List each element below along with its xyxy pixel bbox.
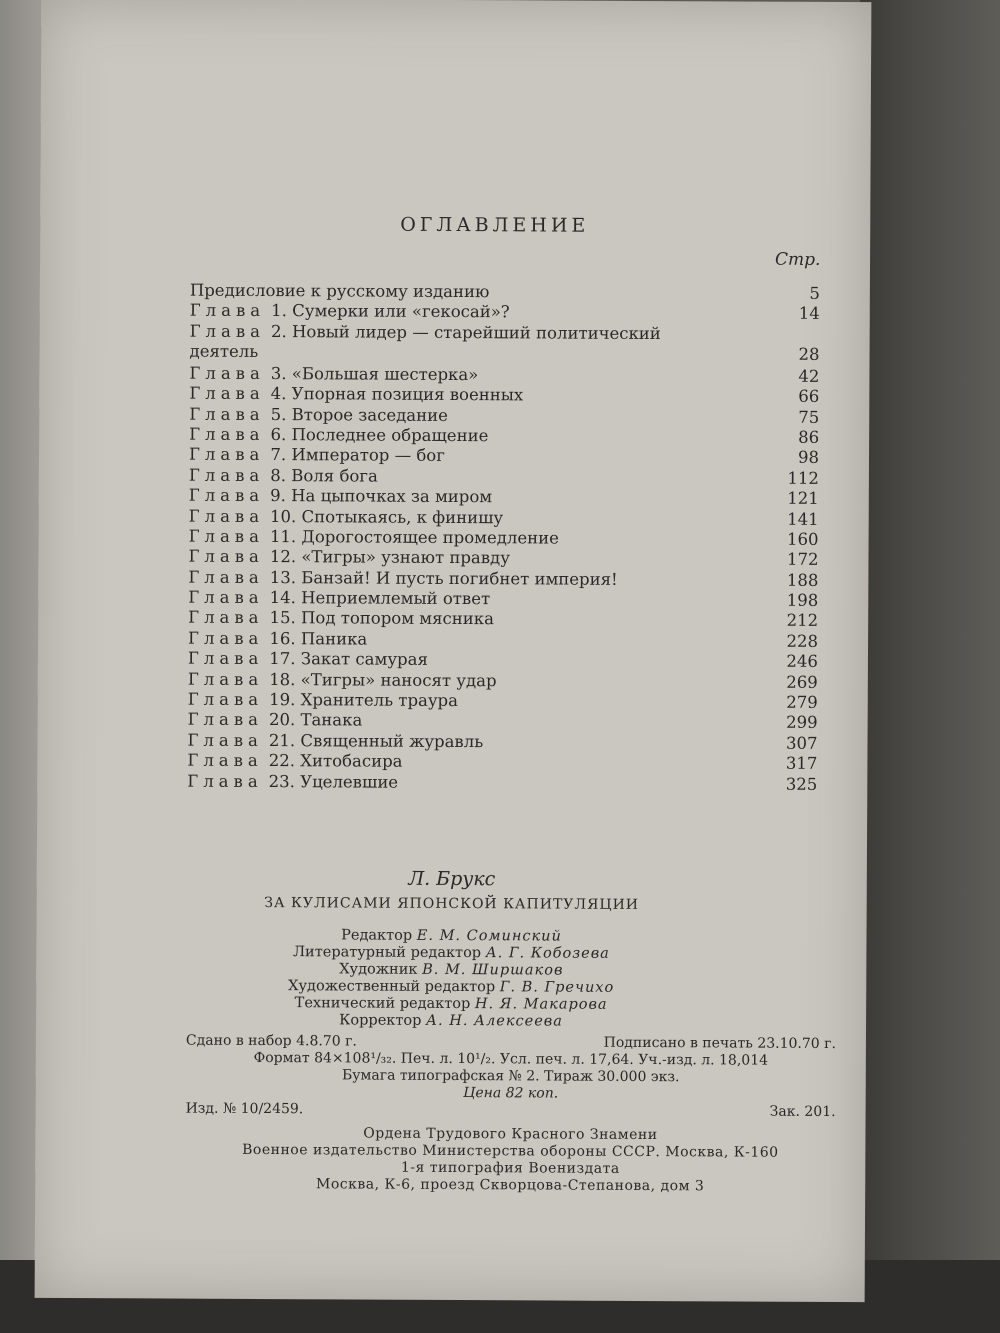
chapter-label: Глава <box>189 363 265 383</box>
chapter-title: 4. Упорная позиция военных <box>270 384 524 405</box>
format-line: Формат 84×108¹/₃₂. Печ. л. 10¹/₂. Усл. печ. л. 17,64. Уч.-изд. л. 18,014 <box>253 1049 769 1069</box>
signed-date: Подписано в печать 23.10.70 г. <box>603 1034 836 1053</box>
page-number: 299 <box>786 713 818 733</box>
page-number: 14 <box>798 304 820 324</box>
chapter-title: 3. «Большая шестерка» <box>270 363 479 384</box>
credit-person: Е. М. Соминский <box>416 927 562 945</box>
chapter-title: 14. Неприемлемый ответ <box>269 588 491 609</box>
author-name: Л. Брукс <box>408 867 496 891</box>
page-number: 172 <box>786 550 819 570</box>
chapter-title: 22. Хитобасира <box>268 751 403 771</box>
book-title: ЗА КУЛИСАМИ ЯПОНСКОЙ КАПИТУЛЯЦИИ <box>264 895 640 913</box>
order-number: Зак. 201. <box>769 1103 836 1121</box>
paper-line: Бумага типографская № 2. Тираж 30.000 экз. <box>341 1067 680 1086</box>
chapter-title: 9. На цыпочках за миром <box>270 486 493 507</box>
credits-list <box>36 926 867 1032</box>
chapter-label: Глава <box>188 444 265 465</box>
page-number: 246 <box>786 651 818 672</box>
credit-role: Редактор <box>341 927 413 944</box>
page-number: 269 <box>786 672 818 692</box>
chapter-title: 15. Под топором мясника <box>269 608 495 629</box>
chapter-title: 17. Закат самурая <box>269 649 428 670</box>
page-number: 98 <box>797 448 820 468</box>
credit-role: Корректор <box>339 1012 422 1029</box>
page-number: 212 <box>786 611 819 631</box>
page-number: 228 <box>786 631 819 651</box>
credit-role: Художественный редактор <box>288 978 496 996</box>
credit-role: Технический редактор <box>294 995 471 1013</box>
edition-number: Изд. № 10/2459. <box>185 1100 304 1118</box>
chapter-title: 1. Сумерки или «гекосай»? <box>271 301 510 322</box>
chapter-title: 19. Хранитель траура <box>269 690 459 711</box>
chapter-label: Глава <box>189 301 266 321</box>
credit-line <box>36 1011 866 1032</box>
publisher-line: Москва, К-6, проезд Скворцова-Степанова, дом 3 <box>316 1176 705 1195</box>
imprint-block <box>186 1033 836 1121</box>
chapter-title: 16. Паника <box>269 628 368 649</box>
chapter-label: Глава <box>187 750 263 771</box>
page-number: 198 <box>786 590 819 610</box>
chapter-title: 10. Спотыкаясь, к финишу <box>270 506 504 527</box>
chapter-label: Глава <box>188 567 264 587</box>
chapter-label: Глава <box>189 321 266 341</box>
chapter-title: 6. Последнее обращение <box>270 424 489 446</box>
submitted-date: Сдано в набор 4.8.70 г. <box>185 1032 357 1050</box>
chapter-label: Глава <box>187 710 264 730</box>
chapter-label: Глава <box>189 424 265 444</box>
chapter-label: Глава <box>188 465 265 485</box>
table-of-contents <box>187 281 820 795</box>
page-number: 5 <box>809 283 820 303</box>
chapter-label: Глава <box>188 587 264 608</box>
chapter-label: Глава <box>188 506 265 526</box>
credit-person: Г. В. Гречихо <box>499 979 615 996</box>
chapter-title: 11. Дорогостоящее промедление <box>269 526 560 548</box>
toc-heading: ОГЛАВЛЕНИЕ <box>400 213 590 237</box>
page-number: 112 <box>787 468 819 488</box>
chapter-label: Глава <box>189 383 265 404</box>
chapter-label: Глава <box>187 771 263 791</box>
page-number: 317 <box>785 753 818 774</box>
page-column-label: Стр. <box>774 249 821 270</box>
chapter-label: Глава <box>187 689 264 710</box>
chapter-label: Глава <box>188 608 264 628</box>
chapter-title: 12. «Тигры» узнают правду <box>269 547 511 568</box>
page-number: 66 <box>798 386 820 407</box>
book-page <box>35 0 872 1302</box>
toc-entry <box>187 771 817 795</box>
chapter-label: Глава <box>188 485 265 506</box>
chapter-title: 13. Банзай! И пусть погибнет империя! <box>269 567 618 589</box>
page-number: 160 <box>787 529 819 549</box>
publisher-block <box>185 1125 835 1196</box>
chapter-title: Предисловие к русскому изданию <box>189 280 490 302</box>
chapter-label: Глава <box>188 628 264 648</box>
credit-person: Н. Я. Макарова <box>474 996 608 1013</box>
chapter-label: Глава <box>188 526 265 546</box>
chapter-title: 7. Император — бог <box>270 445 445 466</box>
credit-role: Литературный редактор <box>292 944 482 962</box>
page-number: 28 <box>798 344 820 364</box>
toc-entry <box>189 321 819 366</box>
page-number: 86 <box>798 427 820 447</box>
credit-person: А. Г. Кобозева <box>485 945 610 962</box>
chapter-title: 18. «Тигры» наносят удар <box>269 669 497 690</box>
page-number: 75 <box>798 407 820 427</box>
page-number: 141 <box>787 509 819 529</box>
chapter-title: 8. Воля бога <box>270 465 378 486</box>
page-number: 279 <box>786 692 818 712</box>
price-line: Цена 82 коп. <box>463 1085 559 1102</box>
publisher-line: Ордена Трудового Красного Знамени <box>363 1125 658 1144</box>
page-number: 325 <box>785 774 818 794</box>
page-number: 42 <box>798 366 820 386</box>
chapter-title: 23. Уцелевшие <box>268 771 399 792</box>
chapter-title-continued: деятель <box>189 341 259 361</box>
chapter-title: 21. Священный журавль <box>268 730 484 751</box>
chapter-label: Глава <box>188 546 264 567</box>
credit-person: В. М. Ширшаков <box>422 961 564 979</box>
chapter-title: 2. Новый лидер — старейший политический <box>270 321 661 343</box>
publisher-line: Военное издательство Министерства обороны СССР. Москва, К-160 <box>242 1141 779 1161</box>
chapter-title: 20. Танака <box>268 710 363 730</box>
page-number: 307 <box>785 733 818 753</box>
right-page-edge <box>860 0 1000 1333</box>
credit-person: А. Н. Алексеева <box>425 1012 563 1030</box>
chapter-title: 5. Второе заседание <box>270 404 448 425</box>
page-number: 121 <box>787 488 819 509</box>
chapter-label: Глава <box>189 404 265 424</box>
chapter-label: Глава <box>187 648 264 669</box>
credit-role: Художник <box>339 961 418 978</box>
chapter-label: Глава <box>187 730 263 750</box>
publisher-line: 1-я типография Воениздата <box>400 1159 620 1177</box>
chapter-label: Глава <box>187 669 264 689</box>
page-number: 188 <box>786 570 819 590</box>
